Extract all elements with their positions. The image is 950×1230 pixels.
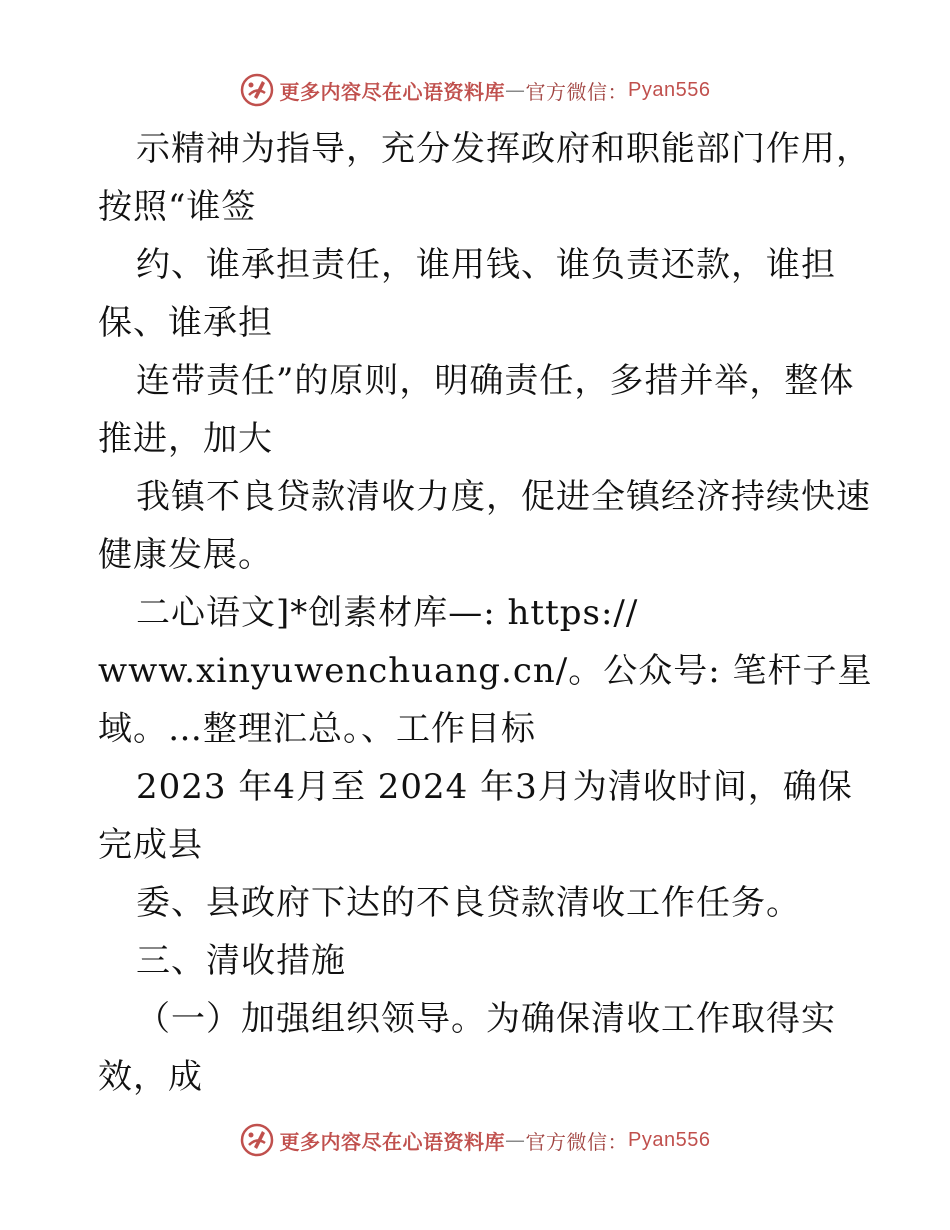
header-banner-text: 更多内容尽在心语资料库 [279,79,506,104]
footer-banner [0,1120,950,1160]
body-line: 按照“谁签 [98,187,257,227]
body-line: 健康发展。 [98,535,273,575]
header-wechat-label: 官方微信： [525,79,629,104]
subsection-heading: （一）加强组织领导。为确保清收工作取得实 [136,999,836,1039]
body-line: 完成县 [98,825,203,865]
body-line: 连带责任”的原则，明确责任，多措并举，整体 [136,361,855,401]
body-line: 保、谁承担 [98,303,273,343]
body-line: 域。…整理汇总。、工作目标 [98,709,536,749]
body-line: 示精神为指导，充分发挥政府和职能部门作用， [136,129,871,169]
body-line: 委、县政府下达的不良贷款清收工作任务。 [136,883,801,923]
body-line: 二心语文]*创素材库—: https:// [136,593,639,633]
header-banner [0,70,950,110]
body-line: 效，成 [98,1057,203,1097]
body-line: www.xinyuwenchuang.cn/。公众号: 笔杆子星 [98,651,873,691]
footer-banner-text: 更多内容尽在心语资料库 [279,1129,506,1154]
header-wechat-id: Pyan556 [628,78,711,101]
logo-book-pen-icon [240,1123,274,1157]
logo-book-pen-icon [240,73,274,107]
body-line: 推进，加大 [98,419,273,459]
footer-wechat-id: Pyan556 [628,1128,711,1151]
body-line: 我镇不良贷款清收力度，促进全镇经济持续快速 [136,477,871,517]
body-line: 约、谁承担责任，谁用钱、谁负责还款，谁担 [136,245,836,285]
footer-banner-dash: — [505,1128,526,1152]
footer-wechat-label: 官方微信： [525,1129,629,1154]
header-banner-dash: — [505,78,526,102]
body-line: 2023 年4月至 2024 年3月为清收时间，确保 [136,767,853,807]
section-heading: 三、清收措施 [136,941,346,981]
